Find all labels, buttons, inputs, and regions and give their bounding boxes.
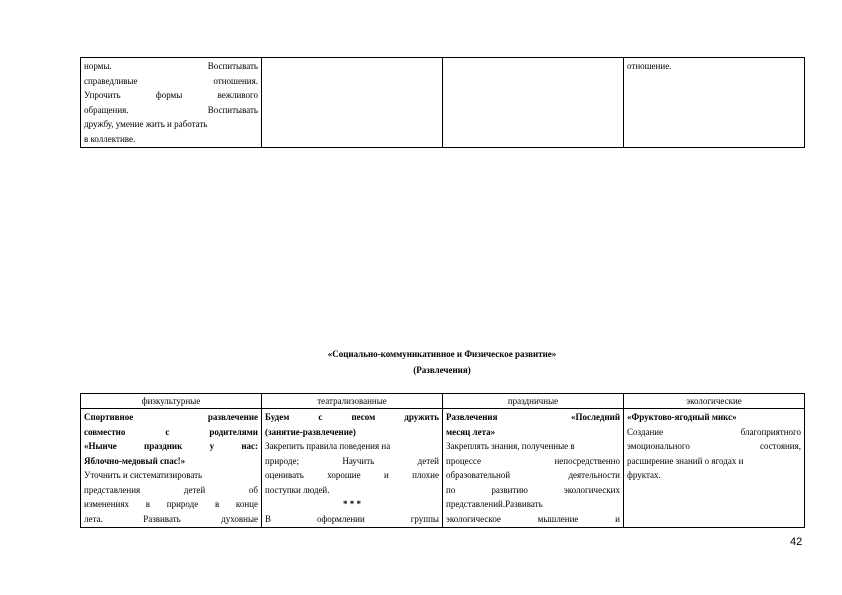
continuation-cell-2 — [262, 58, 443, 148]
section-subtitle: (Развлечения) — [413, 365, 471, 375]
header-sports: физкультурные — [81, 394, 262, 409]
word: Развивать — [143, 513, 181, 524]
word: Спортивное — [84, 412, 134, 422]
word: Воспитывать — [207, 104, 258, 115]
word: совместно — [84, 426, 126, 437]
word: деятельности — [568, 470, 620, 480]
text-line — [84, 59, 258, 74]
text-line — [84, 117, 258, 132]
text-line — [84, 483, 258, 498]
word: «Последний — [570, 412, 620, 422]
word: в — [145, 499, 151, 509]
word: нормы. — [84, 61, 112, 71]
word: Закрепить правила поведения на — [265, 441, 391, 451]
text-line — [265, 439, 439, 454]
text-line — [84, 512, 258, 527]
word: образовательной — [446, 470, 511, 480]
text-line — [627, 425, 801, 440]
word: месяц лета» — [446, 426, 496, 437]
header-theatrical: театрализованные — [262, 394, 443, 409]
word: отношения. — [213, 75, 258, 86]
text-line — [84, 410, 258, 425]
text-line — [84, 425, 258, 440]
text-line — [627, 410, 801, 425]
text-line — [84, 132, 258, 147]
word: лета. — [84, 513, 103, 524]
word: конце — [235, 499, 258, 509]
word: * * * — [343, 499, 361, 509]
word: и — [615, 513, 620, 524]
word: состояния, — [759, 441, 801, 451]
text-line — [265, 483, 439, 498]
word: экологическое — [446, 513, 501, 524]
word: праздник — [144, 441, 183, 451]
word: у — [209, 441, 215, 451]
text-line — [627, 468, 801, 483]
cell-ecological — [624, 409, 805, 528]
word: экологических — [563, 484, 620, 495]
word: Создание — [627, 426, 664, 437]
word: В — [265, 513, 272, 524]
word: нас: — [241, 441, 258, 451]
text-line — [84, 74, 258, 89]
text-line — [84, 88, 258, 103]
word: представления — [84, 484, 141, 495]
word: детей — [417, 455, 439, 466]
continuation-cell-3 — [443, 58, 624, 148]
header-ecological: экологические — [624, 394, 805, 409]
word: дружбу, умение жить и работать — [84, 119, 208, 129]
word: природе — [166, 499, 199, 509]
word: Развлечения — [446, 412, 498, 422]
word: эмоционального — [627, 441, 690, 451]
text-line — [446, 497, 620, 512]
word: дружить — [404, 412, 439, 422]
word: представлений.Развивать — [446, 499, 543, 509]
text-line — [265, 410, 439, 425]
word: фруктах. — [627, 470, 661, 480]
word: с — [318, 412, 323, 422]
word: непосредственно — [554, 455, 620, 466]
cell-sports — [81, 409, 262, 528]
text-line — [265, 425, 439, 440]
word: в — [214, 499, 220, 509]
text-line — [446, 512, 620, 527]
word: об — [248, 484, 258, 495]
word: поступки людей. — [265, 484, 330, 495]
cell-theatrical — [262, 409, 443, 528]
section-title: «Социально-коммуникативное и Физическое развитие» — [327, 349, 557, 359]
word: обращения. — [84, 104, 129, 115]
word: формы — [155, 90, 183, 100]
word: детей — [183, 484, 206, 495]
word: Упрочить — [84, 90, 121, 100]
word: «Нынче — [84, 441, 117, 451]
word: процессе — [446, 455, 481, 466]
word: в коллективе. — [84, 133, 136, 144]
header-festive: праздничные — [443, 394, 624, 409]
text-line — [84, 468, 258, 483]
word: развитию — [491, 484, 528, 495]
entertainments-table — [80, 393, 805, 528]
text-line — [265, 512, 439, 527]
table-header-row — [81, 394, 805, 409]
word: плохие — [412, 470, 439, 480]
word: (занятие-развлечение) — [265, 426, 356, 437]
page-number: 42 — [790, 536, 803, 548]
word: и — [383, 470, 389, 480]
word: Яблочно-медовый спас!» — [84, 455, 186, 466]
word: Научить — [342, 455, 375, 466]
word: оценивать — [265, 470, 304, 480]
word: развлечение — [207, 412, 258, 422]
text-line — [84, 454, 258, 469]
text-line — [446, 483, 620, 498]
word: Уточнить и систематизировать — [84, 470, 203, 480]
text-line — [84, 103, 258, 118]
word: расширение знаний о ягодах и — [627, 455, 744, 466]
text-line — [446, 468, 620, 483]
cell-festive — [443, 409, 624, 528]
text-line — [446, 410, 620, 425]
text-line — [627, 439, 801, 454]
word: хорошие — [327, 470, 361, 480]
continuation-cell-1 — [81, 58, 262, 148]
continuation-table — [80, 57, 805, 148]
table-row — [81, 409, 805, 528]
text-line — [446, 454, 620, 469]
word: мышление — [537, 513, 579, 524]
word: по — [446, 484, 456, 495]
word: родителями — [209, 426, 258, 437]
text-line — [265, 468, 439, 483]
word: Закреплять знания, полученные в — [446, 441, 575, 451]
word: оформлении — [316, 513, 365, 524]
word: вежливого — [217, 90, 258, 100]
word: благоприятного — [740, 426, 801, 437]
table-row — [81, 58, 805, 148]
word: духовные — [221, 513, 258, 524]
text-line — [84, 497, 258, 512]
word: песом — [351, 412, 376, 422]
text-line — [265, 454, 439, 469]
word: группы — [410, 513, 439, 524]
word: Будем — [265, 412, 290, 422]
word: Воспитывать — [207, 61, 258, 71]
text-line — [446, 439, 620, 454]
text-line — [627, 454, 801, 469]
word: с — [165, 426, 170, 437]
word: справедливые — [84, 75, 138, 86]
word: «Фруктово-ягодный микс» — [627, 412, 737, 422]
continuation-cell-4: отношение. — [624, 58, 805, 148]
text-line — [84, 439, 258, 454]
text-line — [446, 425, 620, 440]
word: изменениях — [84, 499, 130, 509]
word: природе; — [265, 455, 299, 466]
text-line — [265, 497, 439, 512]
